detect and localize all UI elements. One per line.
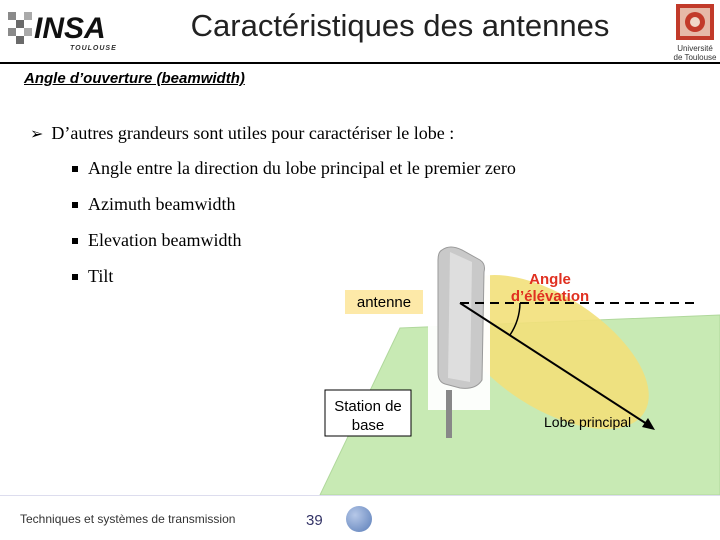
universite-toulouse-logo [672,2,718,64]
station-label-line2: base [351,417,385,434]
square-bullet-icon [72,274,78,280]
sub-bullet [72,266,113,287]
slide-title: Caractéristiques des antennes [190,8,610,43]
sub-bullet [72,158,516,179]
square-bullet-icon [72,202,78,208]
sub-bullet-text: Azimuth beamwidth [88,194,236,214]
sub-bullet-text: Elevation beamwidth [88,230,242,250]
sub-bullet [72,230,241,251]
sub-bullet-text: Angle entre la direction du lobe principal et le premier zero [88,158,516,178]
footer-text: Techniques et systèmes de transmission [20,512,236,526]
antenne-label: antenne [356,294,412,311]
main-bullet-text: D’autres grandeurs sont utiles pour caractériser le lobe : [51,123,455,143]
arrow-bullet-icon: ➢ [30,125,44,143]
page-number: 39 [306,512,323,529]
main-bullet [30,123,454,144]
antenna-diagram [300,240,720,495]
footer-divider [0,495,720,496]
station-label-line1: Station de [334,398,402,415]
insa-logo-subtext: TOULOUSE [70,45,117,52]
section-heading: Angle d’ouverture (beamwidth) [24,70,245,87]
header-divider [0,62,720,64]
universite-logo-text-2: de Toulouse [673,53,717,62]
insa-logo-text: INSA [34,12,106,45]
angle-label-line1: Angle [529,271,571,288]
insa-logo [4,4,124,56]
angle-label-line2: d’élévation [510,288,590,305]
sub-bullet [72,194,235,215]
antenna-mast [446,390,452,438]
lobe-principal-label: Lobe principal [544,414,632,430]
navigation-button[interactable] [346,506,372,532]
sub-bullet-text: Tilt [88,266,114,286]
insa-logo-mark-icon [8,12,32,44]
square-bullet-icon [72,238,78,244]
square-bullet-icon [72,166,78,172]
universite-logo-text-1: Université [677,44,713,53]
